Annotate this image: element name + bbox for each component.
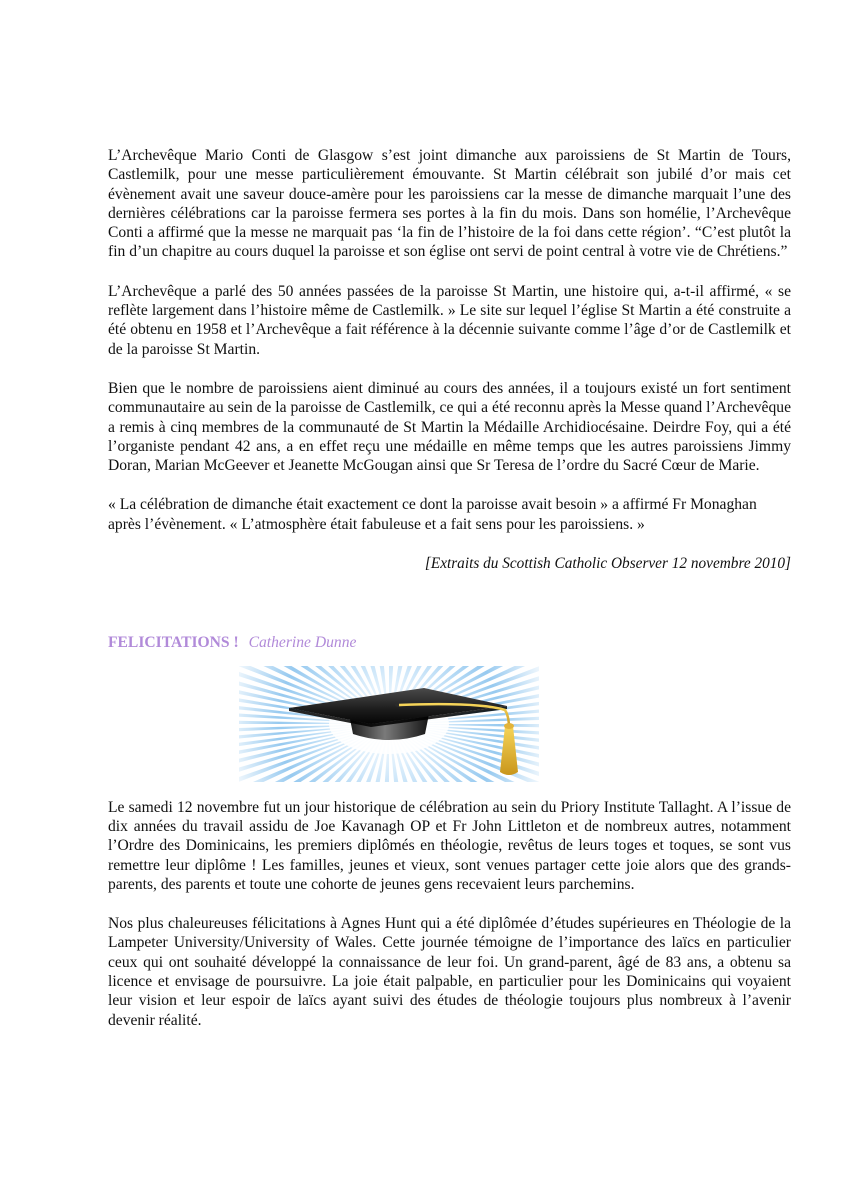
tassel-knot	[504, 723, 514, 729]
section-title: FELICITATIONS !	[108, 634, 239, 652]
article-source: [Extraits du Scottish Catholic Observer 12 novembre 2010]	[424, 555, 791, 573]
article-paragraph-3: Bien que le nombre de paroissiens aient diminué au cours des années, il a toujours existé un fort sentiment communautaire au sein de la paroisse de Castlemilk, ce qui a été reconnu après la Messe quand l’Archevêque a remis à cinq membres de la communauté de St Martin la Médaille Archidiocésaine. Deirdre Foy, qui a été l’organiste pendant 42 ans, a en effet reçu une médaille en même temps que les autres paroissiens Jimmy Doran, Marian McGeever et Jeanette McGougan ainsi que Sr Teresa de l’ordre du Sacré Cœur de Marie.	[108, 379, 791, 475]
tassel	[500, 726, 518, 775]
section-heading	[108, 633, 791, 652]
section-paragraph-1: Le samedi 12 novembre fut un jour historique de célébration au sein du Priory Institute Tallaght. A l’issue de dix années du travail assidu de Joe Kavanagh OP et Fr John Littleton et de nombreux autres, notamment l’Ordre des Dominicains, les premiers diplômés en théologie, revêtus de leurs toges et toques, se sont vus remettre leur diplôme ! Les familles, jeunes et vieux, sont venues partager cette joie alors que des grands-parents, des parents et toute une cohorte de jeunes gens recevaient leurs parchemins.	[108, 798, 791, 893]
graduation-cap-icon	[239, 666, 539, 782]
section-author: Catherine Dunne	[248, 634, 357, 652]
graduation-cap-image	[239, 666, 539, 782]
article-paragraph-4: « La célébration de dimanche était exactement ce dont la paroisse avait besoin » a affirmé Fr Monaghan après l’évènement. « L’atmosphère était fabuleuse et a fait sens pour les paroissiens. »	[108, 496, 757, 533]
article-paragraph-2: L’Archevêque a parlé des 50 années passées de la paroisse St Martin, une histoire qui, a-t-il affirmé, « se reflète largement dans l’histoire même de Castlemilk. » Le site sur lequel l’église St Martin a été construite a été obtenu en 1958 et l’Archevêque a fait référence à la décennie suivante comme l’âge d’or de Castlemilk et de la paroisse St Martin.	[108, 282, 791, 358]
page	[108, 146, 791, 1050]
article-paragraph-1: L’Archevêque Mario Conti de Glasgow s’est joint dimanche aux paroissiens de St Martin de Tours, Castlemilk, pour une messe particulièrement émouvante. St Martin célébrait son jubilé d’or mais cet évènement avait une saveur douce-amère pour les paroissiens car la messe de dimanche marquait l’une des dernières célébrations car la paroisse fermera ses portes à la fin du mois. Dans son homélie, l’Archevêque Conti a affirmé que la messe ne marquait pas ‘la fin de l’histoire de la foi dans cette région’. “C’est plutôt la fin d’un chapitre au cours duquel la paroisse et son église ont servi de point central à votre vie de Chrétiens.”	[108, 147, 791, 261]
section-paragraph-2: Nos plus chaleureuses félicitations à Agnes Hunt qui a été diplômée d’études supérieures en Théologie de la Lampeter University/University of Wales. Cette journée témoigne de l’importance des laïcs en particulier ceux qui ont souhaité développé la connaissance de leur foi. Un grand-parent, âgé de 83 ans, a obtenu sa licence et envisage de poursuivre. La joie était palpable, en particulier pour les Dominicains qui voyaient leur vision et leur espoir de laïcs ayant suivi des études de théologie toujours plus nombreux à l’avenir devenir réalité.	[108, 915, 791, 1029]
